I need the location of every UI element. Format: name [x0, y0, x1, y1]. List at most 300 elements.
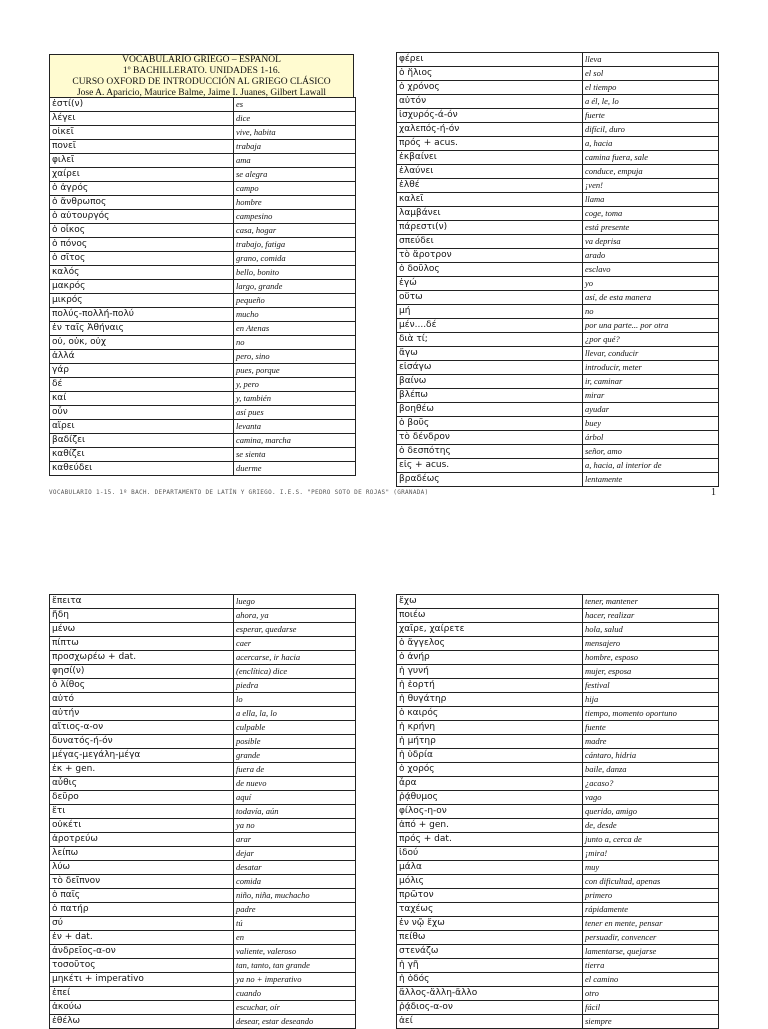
vocab-row — [50, 98, 356, 112]
spanish-translation: ¿acaso? — [583, 777, 719, 791]
greek-term: ἐκ + gen. — [50, 763, 234, 777]
vocab-row — [397, 291, 719, 305]
vocab-row — [397, 67, 719, 81]
page-number: 1 — [711, 487, 716, 498]
spanish-translation: luego — [234, 595, 356, 609]
vocab-row — [397, 207, 719, 221]
spanish-translation: tener, mantener — [583, 595, 719, 609]
vocab-row — [397, 151, 719, 165]
greek-term: πάρεστι(ν) — [397, 221, 583, 235]
greek-term: καί — [50, 392, 234, 406]
greek-term: ἔτι — [50, 805, 234, 819]
greek-term: χαίρει — [50, 168, 234, 182]
spanish-translation: desear, estar deseando — [234, 1015, 356, 1029]
greek-term: γάρ — [50, 364, 234, 378]
vocab-row — [50, 973, 356, 987]
greek-term: ὁ ἀνήρ — [397, 651, 583, 665]
spanish-translation: lo — [234, 693, 356, 707]
spanish-translation: padre — [234, 903, 356, 917]
spanish-translation: buey — [583, 417, 719, 431]
title-line-2: 1º BACHILLERATO. UNIDADES 1-16. — [122, 66, 281, 76]
vocab-row — [50, 238, 356, 252]
greek-term: ἡ ὁδός — [397, 973, 583, 987]
vocab-row — [50, 959, 356, 973]
greek-term: ἐν ταῖς Ἀθήναις — [50, 322, 234, 336]
spanish-translation: a, hacia — [583, 137, 719, 151]
spanish-translation: esclavo — [583, 263, 719, 277]
spanish-translation: mujer, esposa — [583, 665, 719, 679]
greek-term: ὁ ἄνθρωπος — [50, 196, 234, 210]
spanish-translation: ayudar — [583, 403, 719, 417]
spanish-translation: caer — [234, 637, 356, 651]
vocab-row — [397, 917, 719, 931]
greek-term: βλέπω — [397, 389, 583, 403]
greek-term: προσχωρέω + dat. — [50, 651, 234, 665]
greek-term: βαδίζει — [50, 434, 234, 448]
greek-term: ὁ δοῦλος — [397, 263, 583, 277]
vocab-row — [50, 336, 356, 350]
vocab-row — [397, 347, 719, 361]
greek-term: τὸ δένδρον — [397, 431, 583, 445]
vocab-row — [397, 945, 719, 959]
spanish-translation: junto a, cerca de — [583, 833, 719, 847]
greek-term: αὐτόν — [397, 95, 583, 109]
spanish-translation: siempre — [583, 1015, 719, 1029]
greek-term: ἤδη — [50, 609, 234, 623]
spanish-translation: ya no — [234, 819, 356, 833]
vocab-row — [397, 249, 719, 263]
spanish-translation: camina, marcha — [234, 434, 356, 448]
vocab-row — [50, 861, 356, 875]
vocab-row — [50, 637, 356, 651]
greek-term: σπεύδει — [397, 235, 583, 249]
vocab-row — [397, 417, 719, 431]
vocab-row — [397, 595, 719, 609]
greek-term: ἡ κρήνη — [397, 721, 583, 735]
vocabulary-title-box — [49, 54, 354, 98]
vocab-row — [50, 707, 356, 721]
vocab-row — [50, 749, 356, 763]
vocab-row — [50, 266, 356, 280]
greek-term: ἄλλος-ἄλλη-ἄλλο — [397, 987, 583, 1001]
vocab-row — [397, 403, 719, 417]
spanish-translation: escuchar, oír — [234, 1001, 356, 1015]
spanish-translation: ¿por qué? — [583, 333, 719, 347]
greek-term: πρός + acus. — [397, 137, 583, 151]
greek-term: φιλεῖ — [50, 154, 234, 168]
spanish-translation: baile, danza — [583, 763, 719, 777]
spanish-translation: va deprisa — [583, 235, 719, 249]
vocab-row — [50, 182, 356, 196]
greek-term: ῥᾴδιος-α-ον — [397, 1001, 583, 1015]
greek-term: αὐτό — [50, 693, 234, 707]
greek-term: ἐθέλω — [50, 1015, 234, 1029]
spanish-translation: introducir, meter — [583, 361, 719, 375]
spanish-translation: acercarse, ir hacia — [234, 651, 356, 665]
spanish-translation: tiempo, momento oportuno — [583, 707, 719, 721]
spanish-translation: camina fuera, sale — [583, 151, 719, 165]
vocab-row — [50, 448, 356, 462]
vocab-row — [397, 1015, 719, 1029]
vocab-row — [397, 179, 719, 193]
vocab-row — [50, 462, 356, 476]
spanish-translation: fácil — [583, 1001, 719, 1015]
vocab-table-top-right — [396, 52, 719, 487]
spanish-translation: querido, amigo — [583, 805, 719, 819]
greek-term: εἰς + acus. — [397, 459, 583, 473]
vocab-row — [397, 833, 719, 847]
greek-term: ὁ βοῦς — [397, 417, 583, 431]
spanish-translation: lleva — [583, 53, 719, 67]
greek-term: ἐν νῷ ἔχω — [397, 917, 583, 931]
greek-term: ἔχω — [397, 595, 583, 609]
greek-term: ἀκούω — [50, 1001, 234, 1015]
greek-term: μή — [397, 305, 583, 319]
vocab-row — [50, 931, 356, 945]
vocab-row — [397, 707, 719, 721]
vocab-row — [397, 903, 719, 917]
spanish-translation: (enclítica) dice — [234, 665, 356, 679]
vocab-row — [397, 305, 719, 319]
greek-term: μηκέτι + imperativo — [50, 973, 234, 987]
greek-term: καθίζει — [50, 448, 234, 462]
greek-term: αὖθις — [50, 777, 234, 791]
greek-term: φέρει — [397, 53, 583, 67]
vocab-row — [50, 154, 356, 168]
vocab-row — [50, 210, 356, 224]
greek-term: μέγας-μεγάλη-μέγα — [50, 749, 234, 763]
vocab-row — [397, 165, 719, 179]
greek-term: ἐγώ — [397, 277, 583, 291]
spanish-translation: madre — [583, 735, 719, 749]
spanish-translation: a él, le, lo — [583, 95, 719, 109]
spanish-translation: trabaja — [234, 140, 356, 154]
spanish-translation: lentamente — [583, 473, 719, 487]
vocab-row — [397, 637, 719, 651]
vocab-row — [50, 847, 356, 861]
greek-term: ὁ χρόνος — [397, 81, 583, 95]
vocab-row — [50, 763, 356, 777]
spanish-translation: no — [583, 305, 719, 319]
spanish-translation: mensajero — [583, 637, 719, 651]
spanish-translation: señor, amo — [583, 445, 719, 459]
spanish-translation: hacer, realizar — [583, 609, 719, 623]
spanish-translation: por una parte... por otra — [583, 319, 719, 333]
spanish-translation: campesino — [234, 210, 356, 224]
spanish-translation: tierra — [583, 959, 719, 973]
vocab-row — [50, 623, 356, 637]
vocab-row — [397, 931, 719, 945]
greek-term: ὁ πατήρ — [50, 903, 234, 917]
spanish-translation: difícil, duro — [583, 123, 719, 137]
spanish-translation: llama — [583, 193, 719, 207]
spanish-translation: primero — [583, 889, 719, 903]
greek-term: μακρός — [50, 280, 234, 294]
vocab-table-bottom-left — [49, 594, 356, 1029]
greek-term: αἴρει — [50, 420, 234, 434]
spanish-translation: hija — [583, 693, 719, 707]
spanish-translation: hola, salud — [583, 623, 719, 637]
spanish-translation: dejar — [234, 847, 356, 861]
spanish-translation: comida — [234, 875, 356, 889]
spanish-translation: conduce, empuja — [583, 165, 719, 179]
greek-term: τοσοῦτος — [50, 959, 234, 973]
spanish-translation: tú — [234, 917, 356, 931]
greek-term: οὕτω — [397, 291, 583, 305]
spanish-translation: a ella, la, lo — [234, 707, 356, 721]
greek-term: ἆρα — [397, 777, 583, 791]
spanish-translation: pues, porque — [234, 364, 356, 378]
vocab-row — [50, 945, 356, 959]
greek-term: μάλα — [397, 861, 583, 875]
vocab-table-bottom-right — [396, 594, 719, 1029]
greek-term: μένω — [50, 623, 234, 637]
greek-term: οὐ, οὐκ, οὐχ — [50, 336, 234, 350]
greek-term: λείπω — [50, 847, 234, 861]
vocab-row — [397, 987, 719, 1001]
vocab-row — [50, 833, 356, 847]
spanish-translation: tan, tanto, tan grande — [234, 959, 356, 973]
vocab-row — [397, 623, 719, 637]
vocab-row — [397, 959, 719, 973]
spanish-translation: ama — [234, 154, 356, 168]
spanish-translation: mirar — [583, 389, 719, 403]
vocab-row — [397, 777, 719, 791]
vocab-row — [50, 392, 356, 406]
greek-term: βοηθέω — [397, 403, 583, 417]
vocab-row — [397, 651, 719, 665]
vocab-row — [50, 665, 356, 679]
vocab-table-top-left — [49, 97, 356, 476]
greek-term: ὁ αὐτουργός — [50, 210, 234, 224]
vocab-row — [397, 431, 719, 445]
spanish-translation: así pues — [234, 406, 356, 420]
greek-term: ἔπειτα — [50, 595, 234, 609]
vocab-row — [50, 322, 356, 336]
greek-term: πολύς-πολλή-πολύ — [50, 308, 234, 322]
spanish-translation: y, pero — [234, 378, 356, 392]
vocab-row — [50, 364, 356, 378]
title-line-3: CURSO OXFORD DE INTRODUCCIÓN AL GRIEGO CLÁSICO — [72, 77, 331, 87]
vocab-row — [397, 389, 719, 403]
vocab-row — [397, 973, 719, 987]
greek-term: πείθω — [397, 931, 583, 945]
spanish-translation: ir, caminar — [583, 375, 719, 389]
spanish-translation: llevar, conducir — [583, 347, 719, 361]
greek-term: ἡ ἑορτή — [397, 679, 583, 693]
greek-term: αὐτήν — [50, 707, 234, 721]
vocab-row — [50, 875, 356, 889]
spanish-translation: ¡ven! — [583, 179, 719, 193]
spanish-translation: de nuevo — [234, 777, 356, 791]
vocab-row — [50, 679, 356, 693]
greek-term: δεῦρο — [50, 791, 234, 805]
vocab-row — [397, 193, 719, 207]
vocab-row — [397, 81, 719, 95]
greek-term: ἀνδρεῖος-α-ον — [50, 945, 234, 959]
greek-term: μόλις — [397, 875, 583, 889]
spanish-translation: desatar — [234, 861, 356, 875]
spanish-translation: hombre — [234, 196, 356, 210]
vocab-row — [50, 609, 356, 623]
spanish-translation: hombre, esposo — [583, 651, 719, 665]
spanish-translation: pero, sino — [234, 350, 356, 364]
title-line-1: VOCABULARIO GRIEGO – ESPAÑOL — [122, 55, 281, 65]
spanish-translation: grande — [234, 749, 356, 763]
vocab-row — [397, 763, 719, 777]
vocab-row — [50, 252, 356, 266]
greek-term: οἰκεῖ — [50, 126, 234, 140]
vocab-row — [50, 350, 356, 364]
greek-term: ποιέω — [397, 609, 583, 623]
spanish-translation: y, también — [234, 392, 356, 406]
spanish-translation: ¡mira! — [583, 847, 719, 861]
spanish-translation: muy — [583, 861, 719, 875]
greek-term: ἀπό + gen. — [397, 819, 583, 833]
spanish-translation: largo, grande — [234, 280, 356, 294]
spanish-translation: pequeño — [234, 294, 356, 308]
vocab-row — [50, 735, 356, 749]
spanish-translation: culpable — [234, 721, 356, 735]
vocab-row — [50, 112, 356, 126]
spanish-translation: persuadir, convencer — [583, 931, 719, 945]
greek-term: ἰδού — [397, 847, 583, 861]
spanish-translation: se sienta — [234, 448, 356, 462]
vocab-row — [397, 221, 719, 235]
vocab-row — [397, 735, 719, 749]
spanish-translation: todavía, aún — [234, 805, 356, 819]
vocab-row — [50, 1015, 356, 1029]
vocab-row — [397, 137, 719, 151]
spanish-translation: tener en mente, pensar — [583, 917, 719, 931]
greek-term: καλός — [50, 266, 234, 280]
greek-term: λέγει — [50, 112, 234, 126]
spanish-translation: a, hacia, al interior de — [583, 459, 719, 473]
spanish-translation: ahora, ya — [234, 609, 356, 623]
spanish-translation: coge, toma — [583, 207, 719, 221]
greek-term: ἀροτρεύω — [50, 833, 234, 847]
spanish-translation: cántaro, hidria — [583, 749, 719, 763]
spanish-translation: trabajo, fatiga — [234, 238, 356, 252]
vocab-row — [50, 434, 356, 448]
vocab-row — [397, 375, 719, 389]
greek-term: ἡ μήτηρ — [397, 735, 583, 749]
spanish-translation: fuerte — [583, 109, 719, 123]
greek-term: πίπτω — [50, 637, 234, 651]
greek-term: ῥᾴθυμος — [397, 791, 583, 805]
spanish-translation: levanta — [234, 420, 356, 434]
spanish-translation: así, de esta manera — [583, 291, 719, 305]
greek-term: ὁ ἄγγελος — [397, 637, 583, 651]
spanish-translation: en — [234, 931, 356, 945]
vocab-row — [50, 140, 356, 154]
vocab-row — [397, 333, 719, 347]
title-authors: Jose A. Aparicio, Maurice Balme, Jaime I. Juanes, Gilbert Lawall — [76, 88, 327, 98]
spanish-translation: está presente — [583, 221, 719, 235]
vocab-row — [397, 861, 719, 875]
spanish-translation: cuando — [234, 987, 356, 1001]
spanish-translation: con dificultad, apenas — [583, 875, 719, 889]
greek-term: μέν....δέ — [397, 319, 583, 333]
vocab-row — [397, 749, 719, 763]
spanish-translation: arado — [583, 249, 719, 263]
greek-term: τὸ ἄροτρον — [397, 249, 583, 263]
vocab-row — [50, 294, 356, 308]
greek-term: ὁ πόνος — [50, 238, 234, 252]
greek-term: φίλος-η-ον — [397, 805, 583, 819]
spanish-translation: bello, bonito — [234, 266, 356, 280]
spanish-translation: casa, hogar — [234, 224, 356, 238]
vocab-row — [50, 595, 356, 609]
greek-term: ἡ θυγάτηρ — [397, 693, 583, 707]
vocab-row — [397, 847, 719, 861]
spanish-translation: es — [234, 98, 356, 112]
spanish-translation: aquí — [234, 791, 356, 805]
spanish-translation: niño, niña, muchacho — [234, 889, 356, 903]
spanish-translation: de, desde — [583, 819, 719, 833]
spanish-translation: arar — [234, 833, 356, 847]
spanish-translation: esperar, quedarse — [234, 623, 356, 637]
greek-term: ἐκβαίνει — [397, 151, 583, 165]
greek-term: ἰσχυρός-ά-όν — [397, 109, 583, 123]
spanish-translation: fuera de — [234, 763, 356, 777]
spanish-translation: lamentarse, quejarse — [583, 945, 719, 959]
greek-term: εἰσάγω — [397, 361, 583, 375]
greek-term: ἐν + dat. — [50, 931, 234, 945]
greek-term: καθεύδει — [50, 462, 234, 476]
greek-term: χαλεπός-ή-όν — [397, 123, 583, 137]
vocab-row — [397, 459, 719, 473]
greek-term: οὐκέτι — [50, 819, 234, 833]
spanish-translation: festival — [583, 679, 719, 693]
spanish-translation: yo — [583, 277, 719, 291]
spanish-translation: posible — [234, 735, 356, 749]
vocab-row — [50, 805, 356, 819]
vocab-row — [397, 123, 719, 137]
greek-term: καλεῖ — [397, 193, 583, 207]
vocab-row — [397, 445, 719, 459]
spanish-translation: rápidamente — [583, 903, 719, 917]
vocab-row — [397, 665, 719, 679]
greek-term: δυνατός-ή-όν — [50, 735, 234, 749]
greek-term: ἀλλά — [50, 350, 234, 364]
vocab-row — [397, 819, 719, 833]
spanish-translation: valiente, valeroso — [234, 945, 356, 959]
vocab-row — [397, 805, 719, 819]
spanish-translation: no — [234, 336, 356, 350]
vocab-row — [397, 235, 719, 249]
vocab-row — [397, 609, 719, 623]
greek-term: ὁ ἀγρός — [50, 182, 234, 196]
vocab-row — [50, 651, 356, 665]
vocab-row — [50, 378, 356, 392]
vocab-row — [397, 875, 719, 889]
greek-term: στενάζω — [397, 945, 583, 959]
greek-term: τὸ δεῖπνον — [50, 875, 234, 889]
greek-term: ἄγω — [397, 347, 583, 361]
greek-term: ὁ σῖτος — [50, 252, 234, 266]
greek-term: ἡ ὑδρία — [397, 749, 583, 763]
vocab-row — [397, 109, 719, 123]
vocab-row — [50, 280, 356, 294]
vocab-row — [397, 319, 719, 333]
spanish-translation: el sol — [583, 67, 719, 81]
greek-term: ὁ παῖς — [50, 889, 234, 903]
greek-term: ὁ δεσπότης — [397, 445, 583, 459]
vocab-row — [50, 791, 356, 805]
greek-term: ἐλαύνει — [397, 165, 583, 179]
greek-term: λαμβάνει — [397, 207, 583, 221]
